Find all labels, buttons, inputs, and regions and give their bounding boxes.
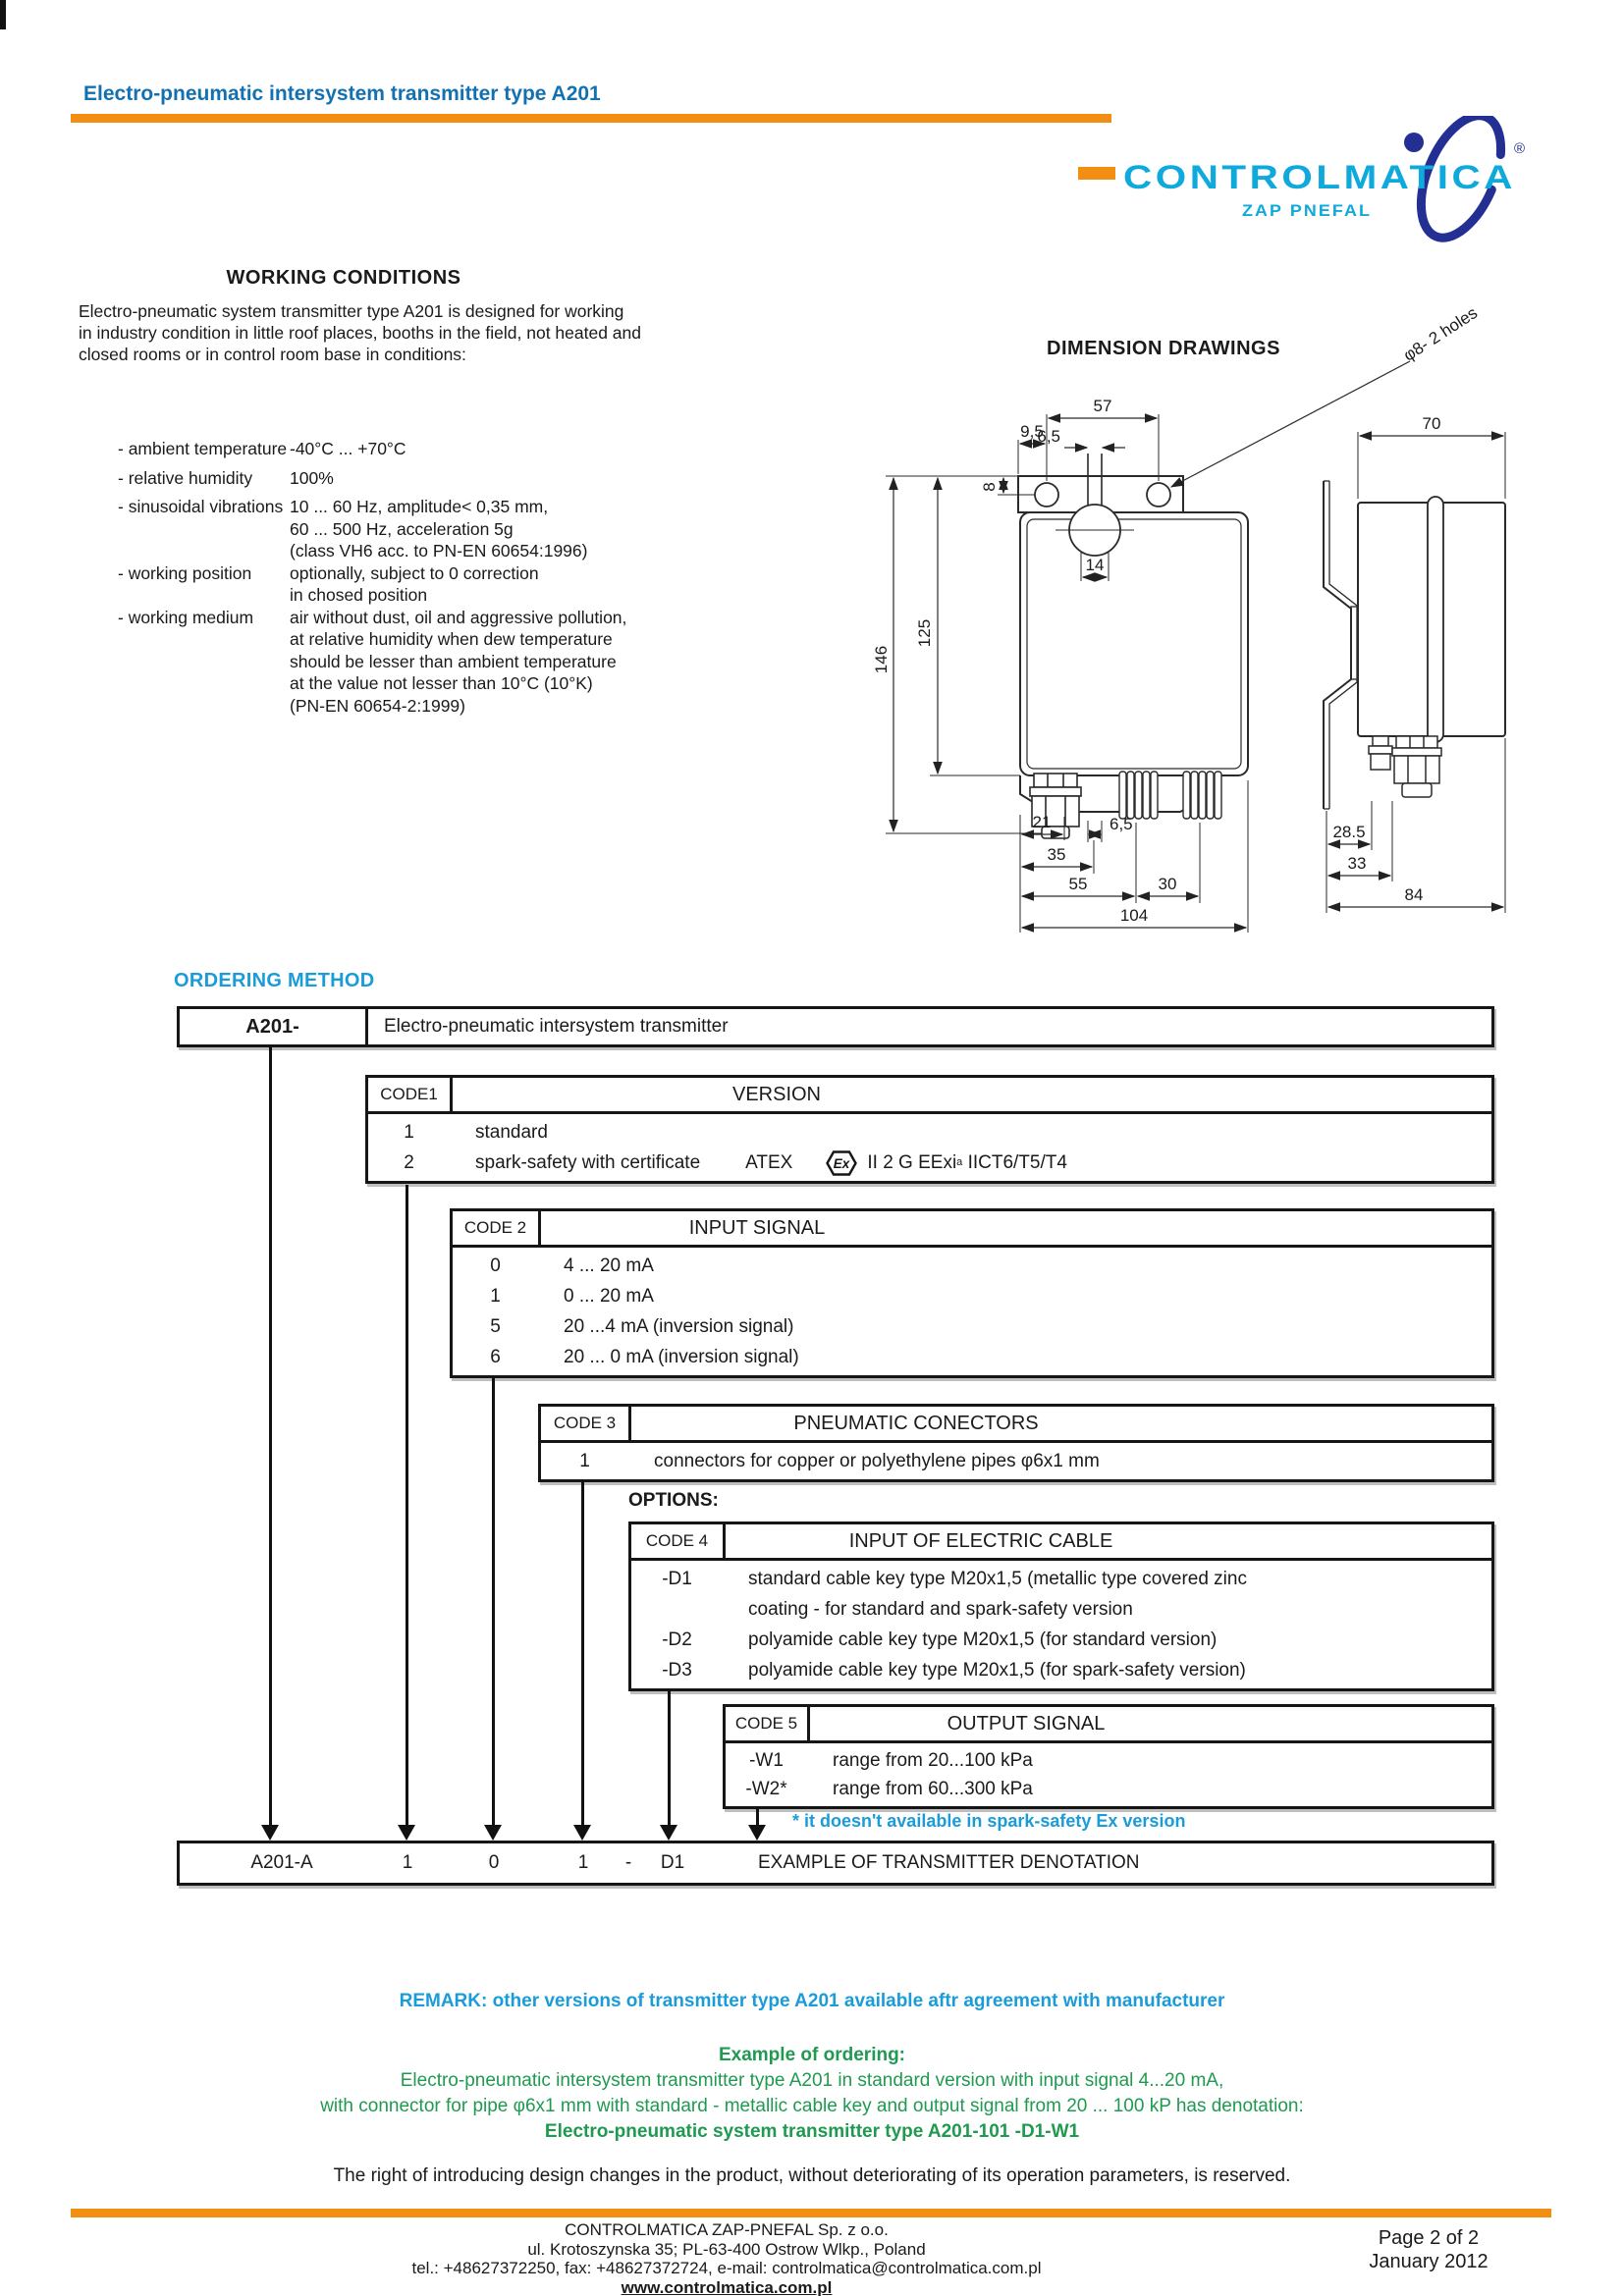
footer-address: ul. Krotoszynska 35; PL-63-400 Ostrow Wlkp., Poland (527, 2239, 926, 2259)
condition-row: - working position optionally, subject to 0 correction (118, 562, 539, 583)
arrow-down-icon (748, 1825, 766, 1841)
example-value: A201-A (250, 1852, 313, 1873)
dim-label: 6,5 (1110, 815, 1133, 833)
arrow-down-icon (261, 1825, 279, 1841)
flow-line (668, 1689, 671, 1825)
remark-text: REMARK: other versions of transmitter type A201 available aftr agreement with manufacturer (399, 1991, 1225, 2011)
code2-row: 5 20 ...4 mA (inversion signal) (490, 1316, 794, 1337)
logo-brand-text: CONTROLMATICA (1123, 159, 1516, 196)
logo-sub-text: ZAP PNEFAL (1242, 201, 1372, 220)
code3-row: 1 connectors for copper or polyethylene pipes φ6x1 mm (579, 1451, 1100, 1471)
code3-box (538, 1404, 1494, 1482)
code5-box (723, 1704, 1494, 1809)
code2-label: CODE 2 (453, 1211, 541, 1245)
code4-box (628, 1522, 1494, 1691)
example-value: 1 (402, 1852, 413, 1873)
code4-row: coating - for standard and spark-safety version (748, 1599, 1133, 1620)
code3-title: PNEUMATIC CONECTORS (793, 1413, 1039, 1434)
example-ordering-line: Electro-pneumatic intersystem transmitter type A201 in standard version with input signal 4...20 mA, (400, 2070, 1224, 2091)
code4-row: -D3 polyamide cable key type M20x1,5 (for spark-safety version) (662, 1660, 1246, 1681)
condition-row: - working medium air without dust, oil and aggressive pollution, (118, 607, 627, 627)
example-value: 1 (577, 1852, 589, 1873)
code5-header (726, 1707, 1491, 1743)
example-ordering-title: Example of ordering: (718, 2045, 906, 2065)
page-info (1321, 2226, 1537, 2273)
dim-label: 14 (1085, 556, 1105, 574)
code1-box (365, 1075, 1494, 1184)
code3-label: CODE 3 (541, 1407, 631, 1440)
intro-line: Electro-pneumatic system transmitter type A201 is designed for working (79, 301, 624, 321)
flow-line (492, 1376, 495, 1825)
condition-row: - sinusoidal vibrations 10 ... 60 Hz, amplitude< 0,35 mm, (118, 497, 549, 516)
arrow-down-icon (660, 1825, 677, 1841)
example-ordering-line: with connector for pipe φ6x1 mm with standard - metallic cable key and output signal from 20 ... 100 kP has denotation: (320, 2096, 1304, 2116)
website-link[interactable]: www.controlmatica.com.pl (621, 2277, 833, 2296)
code3-header (541, 1407, 1491, 1443)
code4-header (631, 1524, 1491, 1561)
ordering-main-row (177, 1006, 1494, 1047)
dimension-drawings-heading: DIMENSION DRAWINGS (1047, 338, 1280, 359)
arrow-down-icon (573, 1825, 591, 1841)
dim-label: 33 (1347, 854, 1367, 873)
code1-header (368, 1078, 1491, 1114)
dim-label: 9,5 (1020, 422, 1044, 441)
footer-company: CONTROLMATICA ZAP-PNEFAL Sp. z o.o. (565, 2220, 889, 2239)
code4-row: -D1 standard cable key type M20x1,5 (metallic type covered zinc (662, 1569, 1247, 1589)
code5-title: OUTPUT SIGNAL (947, 1713, 1106, 1735)
intro-line: in industry condition in little roof places, booths in the field, not heated and (79, 323, 642, 343)
example-value: - (624, 1852, 632, 1873)
condition-row: 60 ... 500 Hz, acceleration 5g (290, 518, 514, 539)
condition-row: (PN-EN 60654-2:1999) (290, 695, 465, 716)
code1-row-atex: 2 spark-safety with certificate ATEX Ex II 2 G EExi a IICT6/T5/T4 (368, 1148, 1491, 1178)
holes-callout: φ8- 2 holes (1399, 303, 1482, 365)
dim-label: 8 (980, 482, 999, 492)
intro-line: closed rooms or in control room base in conditions: (79, 345, 466, 364)
front-view (886, 361, 1410, 933)
code2-box (450, 1208, 1494, 1378)
logo-dot-icon (1404, 133, 1424, 152)
ordering-method-heading: ORDERING METHOD (174, 970, 375, 991)
footer-contact: tel.: +48627372250, fax: +48627372724, e-mail: controlmatica@controlmatica.com.pl (411, 2259, 1042, 2277)
condition-row: at the value not lesser than 10°C (10°K) (290, 673, 593, 693)
code4-title: INPUT OF ELECTRIC CABLE (848, 1530, 1113, 1552)
dim-label: 55 (1068, 875, 1088, 893)
dim-label: 146 (872, 645, 891, 674)
code4-row: -D2 polyamide cable key type M20x1,5 (for standard version) (662, 1629, 1218, 1650)
dim-label: 104 (1119, 906, 1149, 925)
working-conditions-intro (79, 300, 648, 365)
code2-title: INPUT SIGNAL (688, 1217, 826, 1239)
page-date: January 2012 (1369, 2251, 1489, 2272)
example-value: 0 (488, 1852, 500, 1873)
svg-text:Ex: Ex (834, 1155, 850, 1171)
dim-label: 84 (1404, 885, 1424, 904)
footer-rule (71, 2209, 1551, 2217)
example-denotation-row (177, 1841, 1494, 1886)
ordering-main-code: A201- (180, 1009, 368, 1044)
example-value: D1 (660, 1852, 685, 1873)
code4-label: CODE 4 (631, 1524, 726, 1558)
ordering-main-desc: Electro-pneumatic intersystem transmitter (384, 1016, 729, 1037)
flow-line (581, 1480, 584, 1825)
condition-row: - ambient temperature -40°C ... +70°C (118, 439, 406, 458)
arrow-down-icon (398, 1825, 415, 1841)
asterisk-note: * it doesn't available in spark-safety Ex version (792, 1811, 1186, 1831)
logo-dash-icon (1078, 167, 1115, 180)
working-conditions-list (118, 438, 668, 717)
flow-line (269, 1044, 272, 1825)
dim-label: 28.5 (1332, 823, 1366, 841)
dim-label: 21 (1032, 813, 1052, 831)
code2-row: 0 4 ... 20 mA (490, 1255, 654, 1276)
header-rule (71, 114, 1111, 123)
dim-label: 35 (1047, 845, 1066, 864)
ex-hexagon-icon (826, 1149, 857, 1177)
flow-line (406, 1185, 408, 1825)
dim-label: 57 (1093, 397, 1112, 415)
code5-row: -W2* range from 60...300 kPa (745, 1779, 1033, 1799)
condition-row: should be lesser than ambient temperature (290, 651, 617, 671)
scan-artifact (0, 0, 6, 29)
flow-line (756, 1807, 759, 1825)
working-conditions-heading: WORKING CONDITIONS (226, 267, 461, 289)
registered-mark-icon: ® (1514, 140, 1526, 157)
condition-row: - relative humidity 100% (118, 467, 334, 488)
page-number: Page 2 of 2 (1378, 2227, 1480, 2249)
arrow-down-icon (484, 1825, 502, 1841)
dim-label: 70 (1422, 414, 1441, 433)
page-title: Electro-pneumatic intersystem transmitter type A201 (83, 82, 601, 105)
code1-title: VERSION (731, 1084, 822, 1105)
condition-row: at relative humidity when dew temperature (290, 629, 613, 649)
code5-label: CODE 5 (726, 1707, 810, 1740)
company-logo (1070, 116, 1571, 245)
dim-label: 6,5 (1037, 427, 1060, 446)
disclaimer-text: The right of introducing design changes in the product, without deteriorating of its operation parameters, is reserved. (333, 2165, 1291, 2186)
code1-label: CODE1 (368, 1078, 453, 1111)
footer-block (196, 2220, 1257, 2296)
example-label: EXAMPLE OF TRANSMITTER DENOTATION (758, 1852, 1140, 1873)
example-ordering-denotation: Electro-pneumatic system transmitter type A201-101 -D1-W1 (544, 2121, 1080, 2142)
dim-label: 30 (1158, 875, 1177, 893)
dim-label: 125 (915, 618, 934, 648)
code2-header (453, 1211, 1491, 1248)
code1-row: 1 standard (404, 1122, 548, 1143)
options-label: OPTIONS: (628, 1490, 719, 1511)
code2-row: 1 0 ... 20 mA (490, 1286, 654, 1307)
condition-row: in chosed position (290, 585, 428, 605)
code2-row: 6 20 ... 0 mA (inversion signal) (490, 1347, 799, 1367)
code5-row: -W1 range from 20...100 kPa (749, 1750, 1033, 1771)
condition-row: (class VH6 acc. to PN-EN 60654:1996) (290, 541, 588, 561)
dimension-drawing (854, 294, 1551, 937)
